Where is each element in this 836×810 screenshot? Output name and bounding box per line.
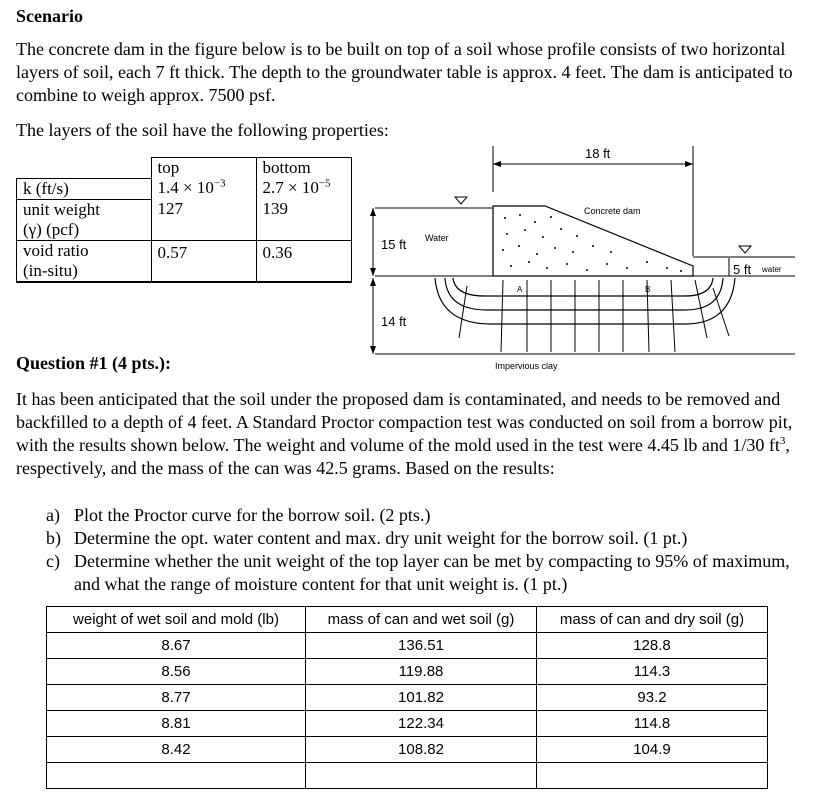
cell-wet-soil-mold <box>47 763 306 789</box>
k-top-value: $1.4 \times 10^{-3}$ <box>151 178 256 199</box>
water-label-left: Water <box>425 233 449 243</box>
proctor-header-row <box>47 607 768 633</box>
upstream-water-triangle <box>455 197 467 204</box>
cell-can-dry-soil: 93.2 <box>537 685 768 711</box>
downstream-head-label: 5 ft <box>733 262 752 277</box>
unit-weight-top-value: 127 <box>151 199 256 240</box>
properties-row-unit-weight <box>17 199 352 240</box>
layer-depth-label: 14 ft <box>381 314 407 329</box>
scenario-heading: Scenario <box>16 6 83 26</box>
cell-can-wet-soil: 108.82 <box>306 737 537 763</box>
equipotential-lines <box>459 280 729 352</box>
question1-list <box>46 504 816 596</box>
question1-item-b: b) Determine the opt. water content and max. dry unit weight for the borrow soil. (1 pt.) <box>46 528 688 548</box>
question1-heading: Question #1 (4 pts.): <box>16 353 172 373</box>
properties-row-k <box>17 178 352 199</box>
table-row <box>47 737 768 763</box>
cell-wet-soil-mold: 8.77 <box>47 685 306 711</box>
question1-paragraph: It has been anticipated that the soil under the proposed dam is contaminated, and needs to be removed and backfilled to a depth of 4 feet. A Standard Proctor compaction test was conducted on soil from a borrow pit, with the results shown below. The weight and volume of the mold used in the test were 4.45 lb and 1/30 $ft^3$, respectively, and the mass of the can was 42.5 grams. Based on the results: <box>16 389 793 478</box>
void-ratio-top-value: 0.57 <box>151 240 256 282</box>
row-label-k: k (ft/s) <box>17 178 152 199</box>
layer-depth-arrow-bottom <box>370 346 376 354</box>
cell-can-wet-soil: 101.82 <box>306 685 537 711</box>
cell-can-dry-soil: 114.3 <box>537 659 768 685</box>
table-row <box>47 659 768 685</box>
cell-can-wet-soil <box>306 763 537 789</box>
water-label-right: water <box>762 265 782 274</box>
cell-wet-soil-mold: 8.81 <box>47 711 306 737</box>
properties-intro: The layers of the soil have the following properties: <box>16 120 389 140</box>
row-label-void-ratio: void ratio (in-situ) <box>17 240 152 282</box>
soil-properties-table <box>16 157 352 283</box>
arrow-right <box>685 161 693 167</box>
table-row <box>47 685 768 711</box>
proctor-data-table <box>46 606 768 789</box>
cell-can-wet-soil: 122.34 <box>306 711 537 737</box>
properties-empty-cell <box>17 158 152 179</box>
upstream-head-label: 15 ft <box>381 237 407 252</box>
header-wet-soil-mold: weight of wet soil and mold (lb) <box>47 607 306 633</box>
cell-can-dry-soil: 114.8 <box>537 711 768 737</box>
flow-lines <box>435 278 735 324</box>
cell-wet-soil-mold: 8.42 <box>47 737 306 763</box>
row-label-unit-weight: unit weight (γ) (pcf) <box>17 199 152 240</box>
void-ratio-bottom-value: 0.36 <box>256 240 352 282</box>
k-bottom-value: $2.7 \times 10^{-5}$ <box>256 178 352 199</box>
cell-can-wet-soil: 136.51 <box>306 633 537 659</box>
downstream-water-triangle <box>739 246 751 253</box>
unit-weight-bottom-value: 139 <box>256 199 352 240</box>
arrow-left <box>493 161 501 167</box>
cell-can-dry-soil <box>537 763 768 789</box>
cell-can-dry-soil: 104.9 <box>537 737 768 763</box>
cell-wet-soil-mold: 8.67 <box>47 633 306 659</box>
layer-depth-arrow-top <box>370 278 376 286</box>
question1-item-c: c) Determine whether the unit weight of the top layer can be met by compacting to 95% of maximum, and what the range of moisture content for that unit weight is. (1 pt.) <box>46 551 790 594</box>
properties-row-void-ratio <box>17 240 352 282</box>
header-top: top <box>151 158 256 179</box>
scenario-paragraph: The concrete dam in the figure below is to be built on top of a soil whose profile consists of two horizontal layers of soil, each 7 ft thick. The depth to the groundwater table is approx. 4 feet. The dam is anticipated to combine to weigh approx. 7500 psf. <box>16 39 793 105</box>
properties-header-row <box>17 158 352 179</box>
header-can-wet-soil: mass of can and wet soil (g) <box>306 607 537 633</box>
header-bottom: bottom <box>256 158 352 179</box>
upstream-head-arrow-top <box>370 208 376 216</box>
dam-label: Concrete dam <box>584 206 641 216</box>
cell-can-dry-soil: 128.8 <box>537 633 768 659</box>
table-row-empty <box>47 763 768 789</box>
header-can-dry-soil: mass of can and dry soil (g) <box>537 607 768 633</box>
table-row <box>47 633 768 659</box>
point-a-label: A <box>517 285 523 294</box>
dam-figure <box>355 138 795 374</box>
table-row <box>47 711 768 737</box>
cell-can-wet-soil: 119.88 <box>306 659 537 685</box>
concrete-dam <box>493 206 693 276</box>
question1-item-a: a) Plot the Proctor curve for the borrow soil. (2 pts.) <box>46 505 431 525</box>
upstream-head-arrow-bottom <box>370 268 376 276</box>
point-b-label: B <box>645 285 651 294</box>
impervious-clay-label: Impervious clay <box>495 361 558 371</box>
width-label: 18 ft <box>585 146 611 161</box>
cell-wet-soil-mold: 8.56 <box>47 659 306 685</box>
